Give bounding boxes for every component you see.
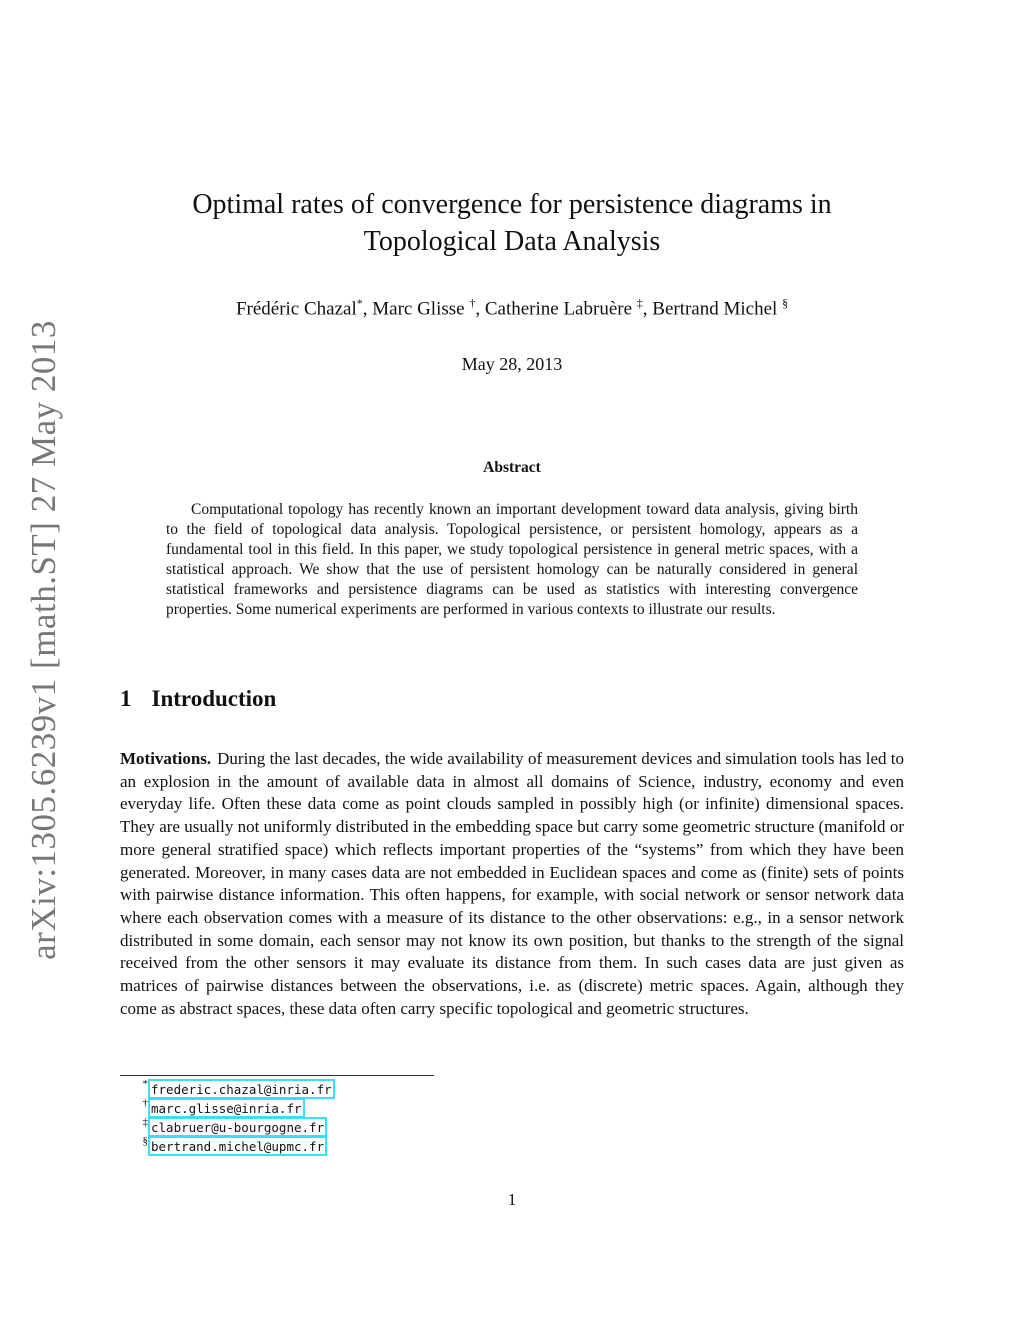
email-link[interactable]: marc.glisse@inria.fr — [148, 1098, 305, 1118]
footnote-mark: * — [142, 1078, 148, 1090]
footnote-mark: † — [142, 1097, 148, 1109]
section-heading — [120, 686, 276, 712]
email-link[interactable]: bertrand.michel@upmc.fr — [148, 1136, 327, 1156]
paper-title — [120, 186, 904, 260]
author-list: Frédéric Chazal*, Marc Glisse †, Catherine Labruère ‡, Bertrand Michel § — [235, 296, 789, 320]
author-footnote-mark[interactable]: * — [356, 296, 363, 310]
author-name: Catherine Labruère — [484, 298, 633, 320]
email-link[interactable]: frederic.chazal@inria.fr — [148, 1079, 335, 1099]
paragraph-lead: Motivations. — [120, 749, 212, 768]
section-number: 1 — [120, 686, 132, 711]
arxiv-margin-stamp — [22, 320, 66, 960]
abstract-heading: Abstract — [483, 459, 541, 476]
footnote-mark: ‡ — [142, 1116, 148, 1128]
footnote — [138, 1079, 538, 1098]
footnote-mark: § — [142, 1135, 148, 1147]
section-title: Introduction — [151, 686, 277, 711]
intro-paragraph — [120, 748, 904, 1020]
arxiv-identifier: arXiv:1305.6239v1 [math.ST] 27 May 2013 — [24, 320, 63, 960]
publication-date: May 28, 2013 — [461, 354, 563, 374]
author-footnote-mark[interactable]: § — [782, 296, 789, 310]
author-name: Bertrand Michel — [652, 298, 778, 320]
title-line-1: Optimal rates of convergence for persistence diagrams in — [192, 189, 832, 220]
author-name: Frédéric Chazal — [235, 298, 357, 320]
email-link[interactable]: clabruer@u-bourgogne.fr — [148, 1117, 327, 1137]
footnotes — [138, 1079, 538, 1155]
footnote-divider — [120, 1075, 434, 1076]
author-name: Marc Glisse — [372, 298, 465, 320]
author-footnote-mark[interactable]: † — [469, 296, 476, 310]
footnote — [138, 1117, 538, 1136]
footnote — [138, 1136, 538, 1155]
paragraph-body: During the last decades, the wide availability of measurement devices and simulation tools has led to an explosion in the amount of available data in almost all domains of Science, industry, economy and even everyday life. Often these data come as point clouds sampled in possibly high (or infinite) dimensional spaces. They are usually not uniformly distributed in the embedding space but carry some geometric structure (manifold or more general stratified space) which reflects important properties of the “systems” from which they have been generated. Moreover, in many cases data are not embedded in Euclidean spaces and come as (finite) sets of points with pairwise distance information. This often happens, for example, with social network or sensor network data where each observation comes with a measure of its distance to the other observations: e.g., in a sensor network distributed in some domain, each sensor may not know its own position, but thanks to the strength of the signal received from the other sensors it may evaluate its distance from them. In such cases data are just given as matrices of pairwise distances between the observations, i.e. as (discrete) metric spaces. Again, although they come as abstract spaces, these data often carry specific topological and geometric structures. — [120, 749, 904, 1018]
abstract-body: Computational topology has recently known an important development toward data analysis, giving birth to the field of topological data analysis. Topological persistence, or persistent homology, appears as a fundamental tool in this field. In this paper, we study topological persistence in general metric spaces, with a statistical approach. We show that the use of persistent homology can be naturally considered in general statistical frameworks and persistence diagrams can be used as statistics with interesting convergence properties. Some numerical experiments are performed in various contexts to illustrate our results. — [166, 501, 858, 618]
title-line-2: Topological Data Analysis — [363, 226, 661, 257]
author-footnote-mark[interactable]: ‡ — [636, 296, 643, 310]
footnote — [138, 1098, 538, 1117]
page-number: 1 — [507, 1190, 517, 1209]
